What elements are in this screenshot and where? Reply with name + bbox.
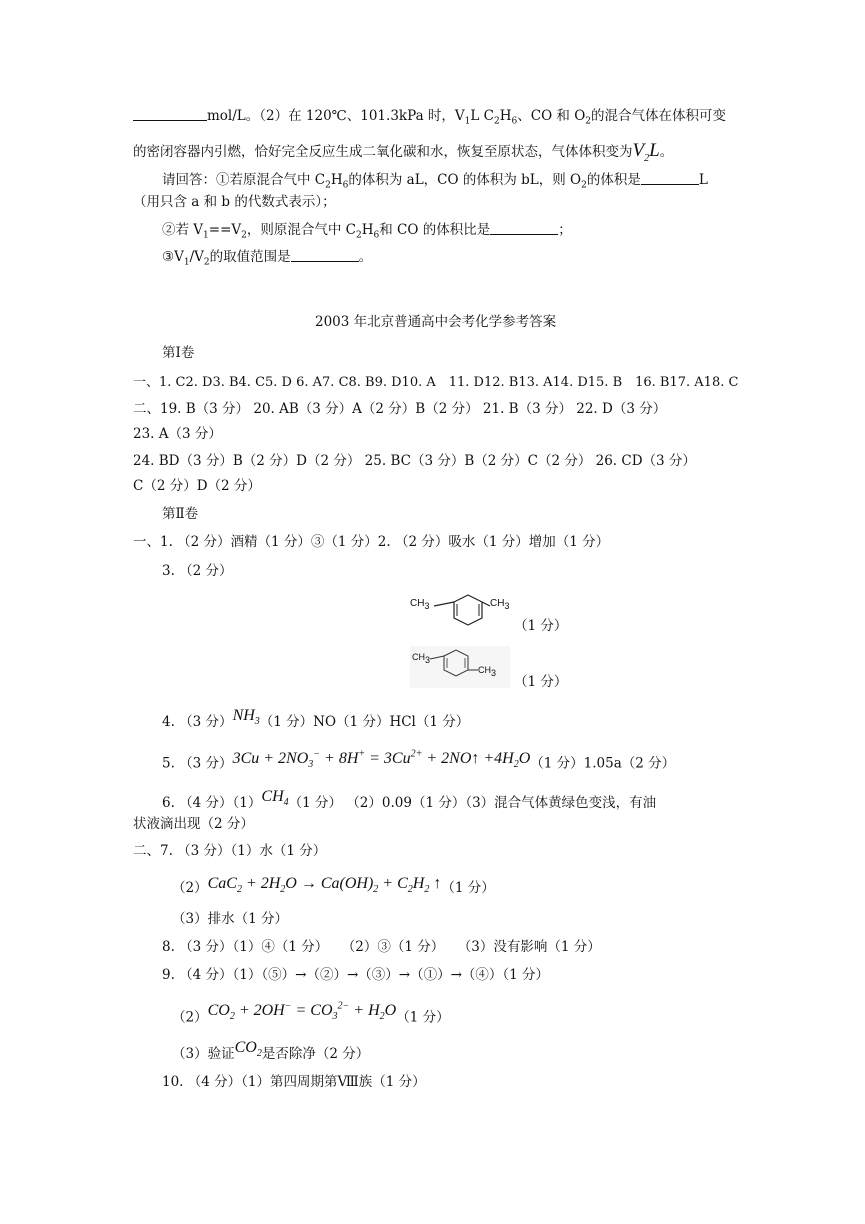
sub: 2: [407, 884, 413, 896]
text: 的体积为 aL，CO 的体积为 bL，则 O: [348, 172, 582, 188]
volume-2-heading: 第Ⅱ卷: [162, 506, 199, 522]
text: CaC: [207, 875, 237, 892]
text: CH: [412, 652, 425, 662]
text: O: [518, 750, 531, 768]
sub: 2: [581, 180, 587, 191]
answer-line-9-3: [172, 1039, 370, 1065]
text: CO: [207, 1002, 230, 1020]
sub: 2: [424, 884, 430, 896]
answer-line: 24. BD（3 分）B（2 分）D（2 分） 25. BC（3 分）B（2 分）C（2 分） 26. CD（3 分）: [133, 453, 696, 469]
text: ==V: [208, 222, 242, 238]
text: 。: [358, 249, 373, 265]
answer-blank: [490, 222, 558, 235]
answer-line-4: [162, 707, 470, 733]
text: L: [698, 172, 708, 188]
text: ；: [558, 222, 572, 238]
answer-line: 二、7. （3 分）（1）水（1 分）: [133, 843, 327, 859]
text: ②若 V: [162, 222, 204, 238]
text: （2）: [172, 1009, 208, 1026]
text: H: [499, 108, 512, 124]
text: + H: [349, 1002, 380, 1020]
sub: 2: [644, 152, 650, 164]
sub: 6: [373, 230, 380, 241]
text: + 2NO↑ +4H: [422, 750, 514, 768]
sub: 4: [283, 797, 289, 809]
question-line-2: [133, 141, 673, 164]
answers-title: 2003 年北京普通高中会考化学参考答案: [315, 314, 557, 330]
text: 3Cu + 2NO: [232, 750, 309, 768]
question-line-3: [162, 172, 708, 191]
answer-line-9-2: [172, 1001, 450, 1029]
sub: 2: [585, 116, 592, 127]
text: 5. （3 分）: [162, 755, 233, 772]
ch3-label: [410, 599, 429, 611]
sub: 2: [236, 884, 242, 896]
answer-line: 8. （3 分）（1）④（1 分） （2）③（1 分） （3）没有影响（1 分）: [162, 939, 601, 955]
sub: 6: [342, 180, 349, 191]
sup: +: [358, 749, 366, 760]
answer-line: 二、19. B（3 分） 20. AB（3 分）A（2 分）B（2 分） 21. B（3 分） 22. D（3 分）: [133, 401, 667, 417]
sub: 2: [493, 116, 500, 127]
text: 、CO 和 O: [517, 108, 586, 124]
text: mol/L。（2）在 120℃、101.3kPa 时，V: [207, 108, 465, 124]
sup: 2+: [410, 749, 423, 760]
text: （1 分）: [396, 1009, 450, 1026]
text: （1 分） （2）0.09（1 分）（3）混合气体黄绿色变浅，有油: [288, 795, 657, 811]
answer-line-6: [162, 788, 657, 814]
text: 6. （4 分）（1）: [162, 795, 262, 811]
answer-blank: [641, 172, 699, 185]
reaction-equation: [232, 749, 531, 771]
answer-line-7-2: [172, 875, 495, 899]
formula-v2l: [632, 140, 660, 164]
sub: 1: [183, 257, 190, 268]
sub: 3: [491, 667, 497, 678]
text: 的混合气体在体积可变: [591, 108, 727, 124]
sub: 1: [464, 116, 471, 127]
question-line-5: [162, 222, 572, 241]
formula-ch4: [261, 788, 289, 809]
answer-line: 状液滴出现（2 分）: [133, 816, 254, 832]
sub: 2: [513, 759, 519, 771]
sub: 3: [504, 601, 510, 611]
sub: 3: [424, 601, 430, 611]
sub: 6: [511, 116, 518, 127]
text: 。: [659, 144, 674, 160]
text: （3）验证: [172, 1046, 235, 1062]
text: ↑: [429, 875, 442, 892]
answer-line: 3. （2 分）: [162, 563, 233, 579]
answer-line: 23. A（3 分）: [133, 426, 222, 442]
sub: 2: [280, 884, 286, 896]
volume-1-heading: 第Ⅰ卷: [162, 345, 195, 361]
sub: 2: [373, 884, 379, 896]
text: （1 分）: [441, 880, 495, 896]
text: （1 分）1.05a（2 分）: [530, 755, 676, 772]
mark-label: （1 分）: [514, 674, 568, 690]
text: L: [649, 140, 660, 161]
sub: 1: [203, 230, 209, 241]
text: ，则原混合气中 C: [246, 222, 357, 238]
text: H: [330, 172, 343, 188]
text: （1 分）NO（1 分）HCl（1 分）: [259, 714, 470, 730]
sub: 2: [356, 230, 362, 241]
sub: 2: [325, 180, 331, 191]
formula-nh3: [232, 707, 260, 728]
text: 的体积是: [586, 172, 641, 188]
p-xylene-structure-1: [410, 590, 510, 640]
text: ③V: [162, 249, 184, 265]
text: 是否除净（2 分）: [261, 1046, 370, 1062]
ch3-label: [412, 653, 430, 665]
text: + 8H: [320, 750, 359, 768]
text: CH: [490, 598, 505, 609]
text: = CO: [291, 1002, 333, 1020]
sub: 2: [203, 257, 210, 268]
answer-blank: [133, 108, 207, 121]
sub: 3: [308, 759, 314, 771]
sub: 2: [256, 1048, 262, 1060]
text: CH: [478, 665, 491, 675]
sub: 2: [241, 230, 247, 241]
formula-co2: [234, 1039, 262, 1060]
text: 和 CO 的体积比是: [379, 222, 491, 238]
question-line-1: [133, 108, 726, 127]
answer-line: 一、1. C2. D3. B4. C5. D 6. A7. C8. B9. D10. A 11. D12. B13. A14. D15. B 16. B17. A18. C: [133, 375, 739, 390]
sup: 2−: [337, 1001, 350, 1012]
text: 的取值范围是: [209, 249, 291, 265]
answer-line: 10. （4 分）（1）第四周期第Ⅷ族（1 分）: [162, 1074, 426, 1090]
text: + 2OH: [234, 1002, 285, 1020]
text: H: [412, 875, 425, 892]
sub: 3: [425, 654, 431, 665]
sup: −: [284, 1001, 292, 1012]
sup: −: [313, 749, 321, 760]
text: 4. （3 分）: [162, 714, 233, 730]
text: = 3Cu: [365, 750, 411, 768]
text: CH: [261, 788, 284, 805]
p-xylene-structure-2: [410, 646, 510, 688]
sub: 2: [379, 1011, 385, 1023]
mark-label: （1 分）: [514, 618, 568, 634]
text: /V: [189, 249, 204, 265]
answer-line: 9. （4 分）（1）（⑤）→（②）→（③）→（①）→（④）（1 分）: [162, 967, 550, 983]
answer-line-5: [162, 749, 676, 775]
reaction-equation: [207, 875, 442, 896]
text: O → Ca(OH): [285, 875, 374, 892]
sub: 3: [332, 1011, 338, 1023]
text: L C: [470, 108, 494, 124]
answer-line: 一、1. （2 分）酒精（1 分）③（1 分）2. （2 分）吸水（1 分）增加（1 分）: [133, 534, 610, 550]
reaction-equation: [207, 1001, 397, 1023]
answer-blank: [291, 249, 359, 262]
text: + C: [378, 875, 408, 892]
text: （2）: [172, 880, 208, 896]
text: V: [632, 140, 645, 161]
text: O: [384, 1002, 397, 1020]
text: CO: [234, 1039, 257, 1056]
question-line-6: [162, 249, 372, 268]
sub: 2: [229, 1011, 235, 1023]
text: NH: [232, 707, 255, 724]
question-line-4: （用只含 a 和 b 的代数式表示）；: [133, 194, 336, 210]
text: 请回答：①若原混合气中 C: [162, 172, 326, 188]
text: 的密闭容器内引燃，恰好完全反应生成二氧化碳和水，恢复至原状态，气体体积变为: [133, 144, 633, 160]
text: CH: [410, 598, 425, 609]
ch3-label: [490, 599, 509, 611]
ch3-label: [478, 666, 496, 678]
text: + 2H: [241, 875, 281, 892]
text: H: [361, 222, 374, 238]
answer-line: （3）排水（1 分）: [172, 911, 288, 927]
answer-line: C（2 分）D（2 分）: [133, 478, 261, 494]
sub: 3: [254, 716, 260, 728]
